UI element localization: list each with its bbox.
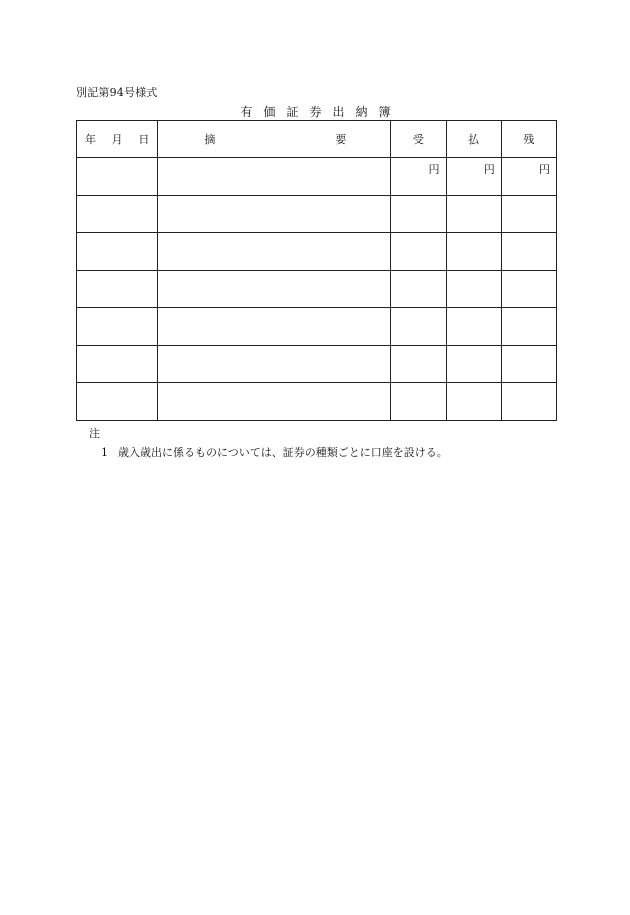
summary-cell[interactable] — [158, 383, 391, 421]
year-header: 年 — [85, 133, 96, 146]
notes-label: 注 — [89, 427, 100, 440]
balance-cell[interactable] — [501, 233, 556, 271]
payment-cell[interactable] — [446, 270, 501, 308]
table-row — [77, 270, 557, 308]
receipt-cell[interactable] — [391, 195, 446, 233]
page-title: 有価証券出納簿 — [240, 105, 402, 119]
table-row — [77, 158, 557, 196]
payment-cell[interactable] — [446, 195, 501, 233]
table-row — [77, 233, 557, 271]
balance-cell[interactable] — [501, 383, 556, 421]
ledger-table — [76, 120, 557, 421]
date-cell[interactable] — [77, 345, 158, 383]
summary-cell[interactable] — [158, 270, 391, 308]
date-cell[interactable] — [77, 195, 158, 233]
date-cell[interactable] — [77, 270, 158, 308]
table-row — [77, 383, 557, 421]
note-text: 歳入歳出に係るものについては、証券の種類ごとに口座を設ける。 — [118, 446, 448, 459]
month-header: 月 — [111, 133, 123, 146]
receipt-cell[interactable] — [391, 158, 446, 196]
summary-cell[interactable] — [158, 158, 391, 196]
payment-cell[interactable] — [446, 383, 501, 421]
balance-cell[interactable] — [501, 158, 556, 196]
payment-cell[interactable] — [446, 158, 501, 196]
receipt-unit: 円 — [428, 163, 440, 176]
summary-cell[interactable] — [158, 195, 391, 233]
receipt-cell[interactable] — [391, 308, 446, 346]
receipt-cell[interactable] — [391, 233, 446, 271]
date-cell[interactable] — [77, 233, 158, 271]
payment-cell[interactable] — [446, 233, 501, 271]
date-cell[interactable] — [77, 158, 158, 196]
note-number: 1 — [101, 446, 108, 459]
payment-cell[interactable] — [446, 345, 501, 383]
summary-header-right: 要 — [335, 133, 347, 146]
payment-header: 払 — [446, 121, 501, 158]
receipt-cell[interactable] — [391, 383, 446, 421]
day-header: 日 — [138, 133, 150, 146]
table-row — [77, 345, 557, 383]
summary-cell[interactable] — [158, 308, 391, 346]
balance-header: 残 — [501, 121, 556, 158]
summary-header — [158, 121, 391, 158]
receipt-header: 受 — [391, 121, 446, 158]
summary-cell[interactable] — [158, 233, 391, 271]
form-label: 別記第94号様式 — [76, 86, 158, 99]
date-cell[interactable] — [77, 383, 158, 421]
summary-cell[interactable] — [158, 345, 391, 383]
balance-cell[interactable] — [501, 270, 556, 308]
receipt-cell[interactable] — [391, 345, 446, 383]
receipt-cell[interactable] — [391, 270, 446, 308]
table-row — [77, 308, 557, 346]
date-cell[interactable] — [77, 308, 158, 346]
summary-header-left: 摘 — [204, 133, 216, 146]
note-item — [101, 444, 448, 460]
header-row — [77, 121, 557, 158]
date-header — [77, 121, 158, 158]
table-row — [77, 195, 557, 233]
balance-cell[interactable] — [501, 195, 556, 233]
balance-cell[interactable] — [501, 345, 556, 383]
payment-cell[interactable] — [446, 308, 501, 346]
balance-unit: 円 — [539, 163, 550, 176]
payment-unit: 円 — [483, 163, 495, 176]
balance-cell[interactable] — [501, 308, 556, 346]
